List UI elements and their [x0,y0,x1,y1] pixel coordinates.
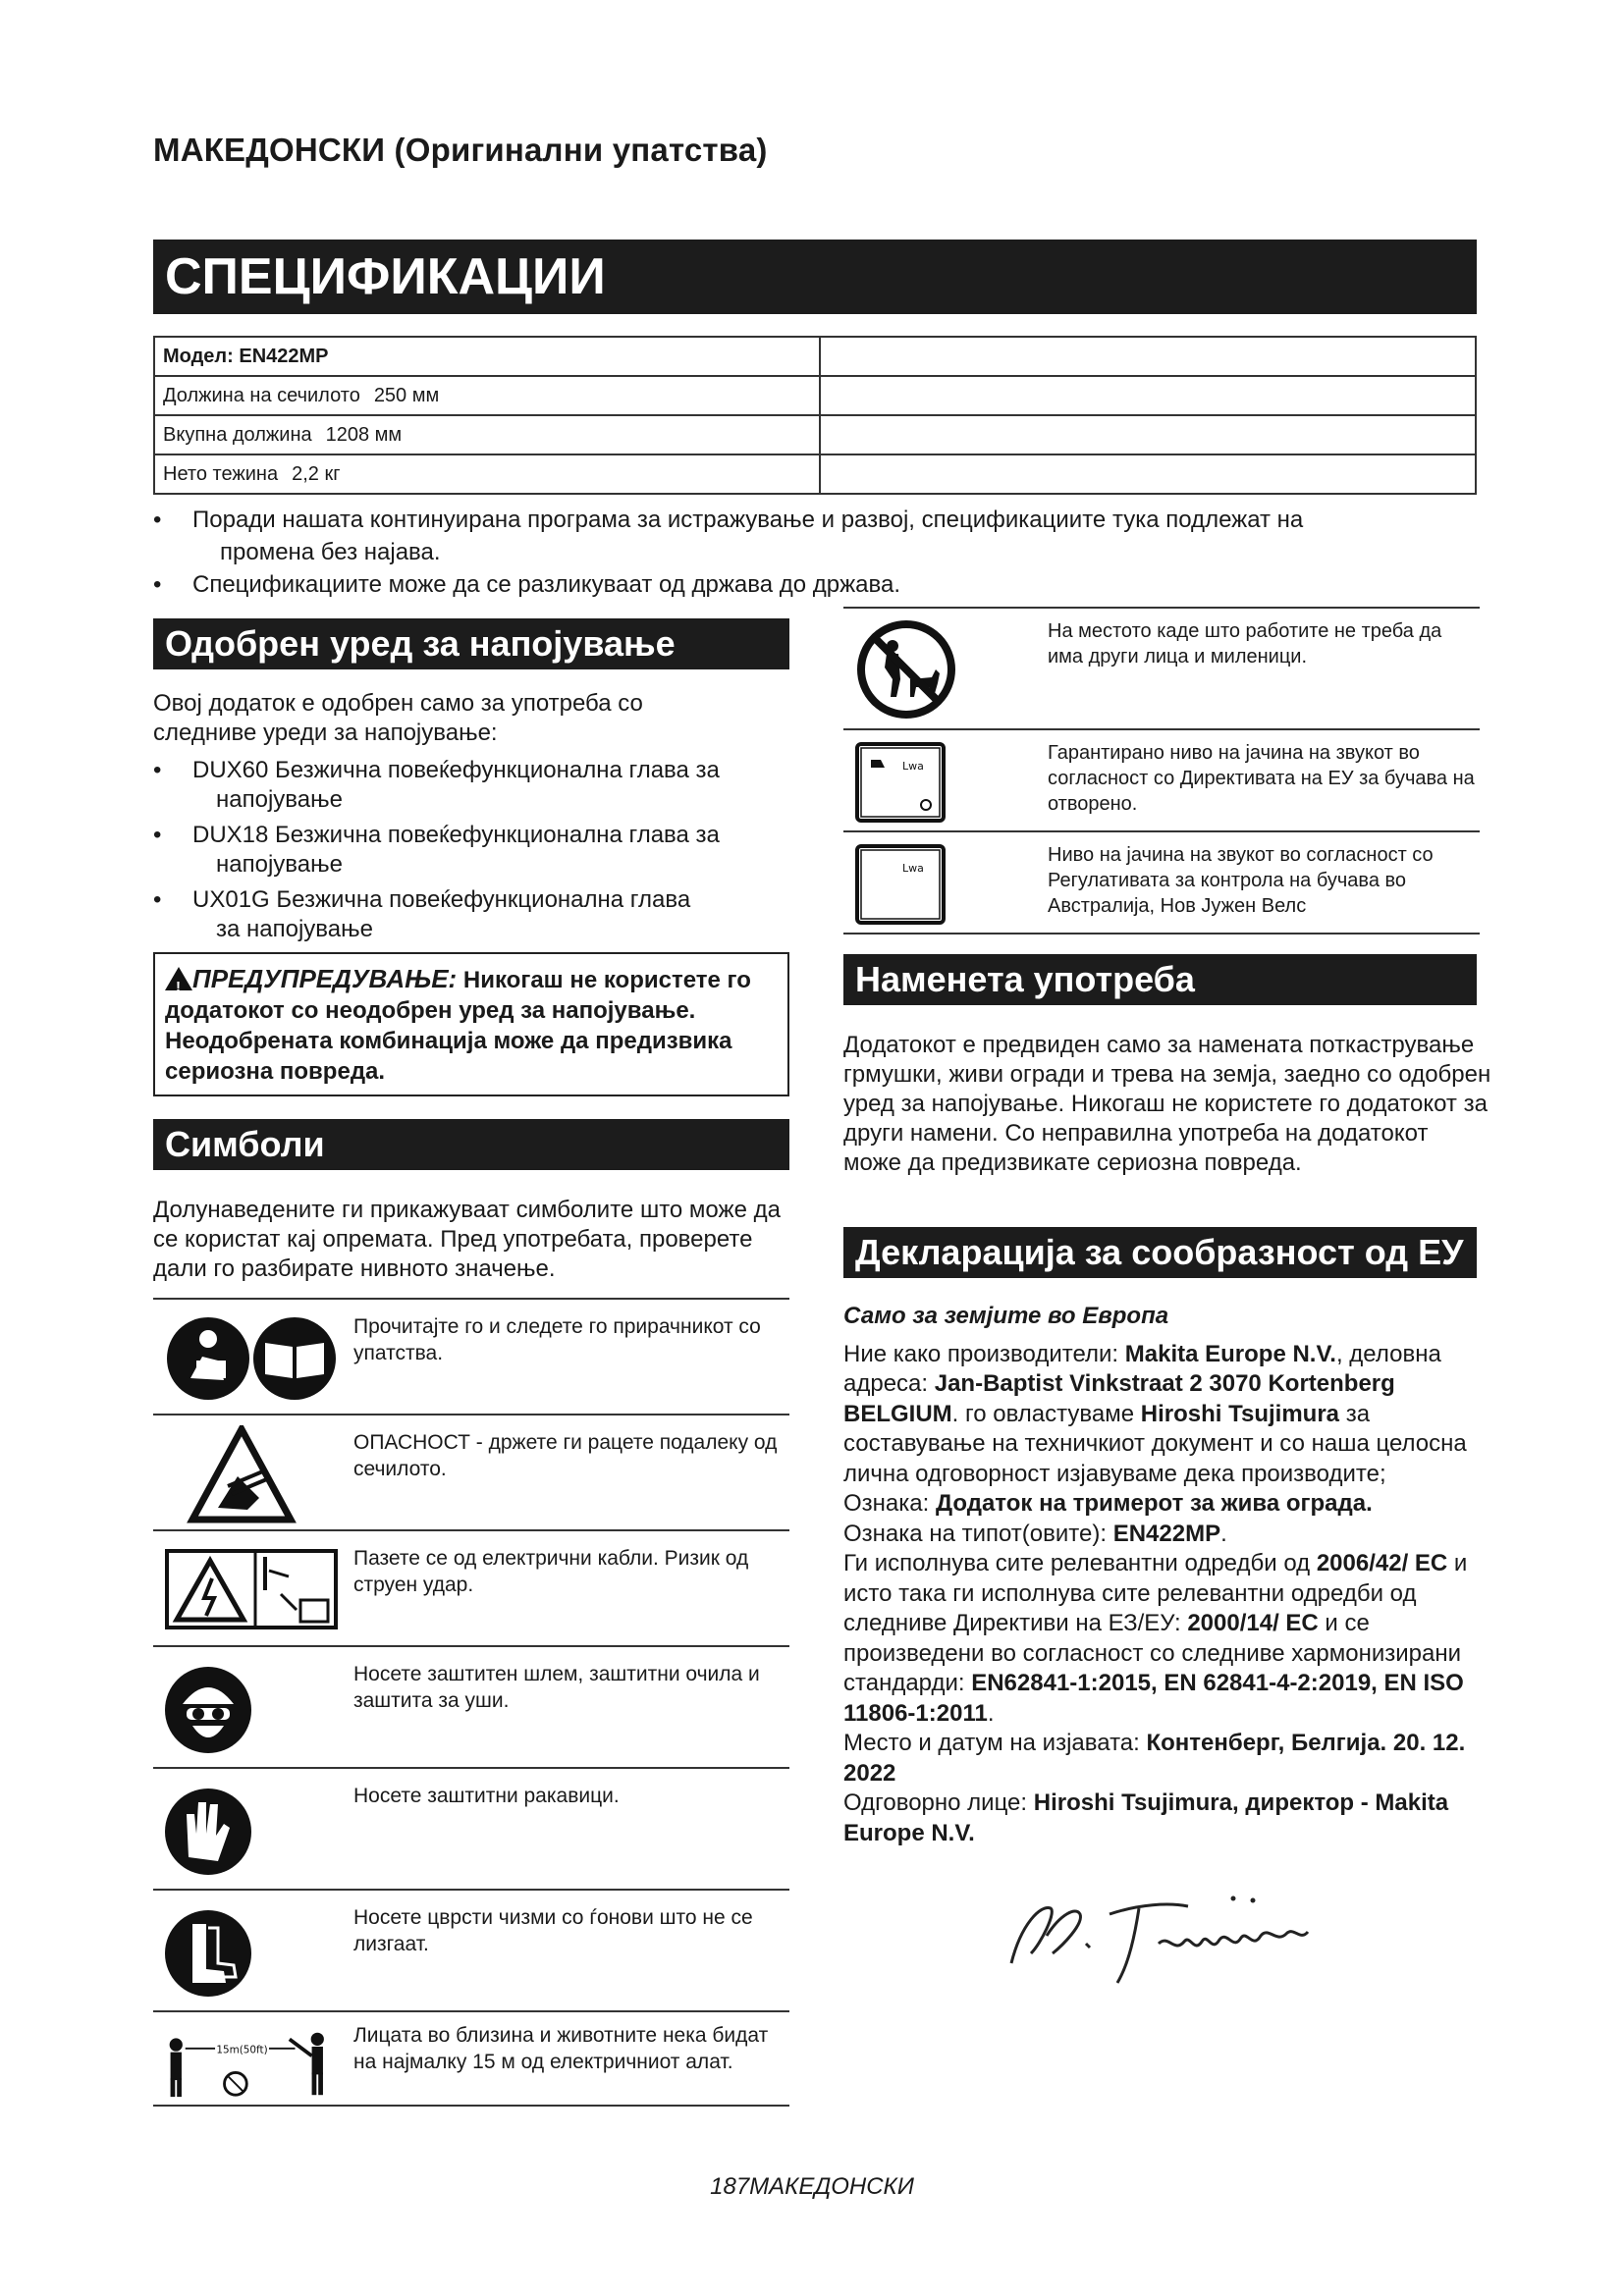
symbols-table-left [153,1298,789,2105]
authorized-person: Hiroshi Tsujimura [1140,1400,1340,1427]
text: и се произведени во согласност со следниве хармонизирани стандарди: [843,1610,1462,1696]
symbol-row [153,1767,789,1891]
spec-cell [154,454,820,494]
responsible-person-value: Hiroshi Tsujimura, директор - Makita Europe N.V. [843,1789,1449,1846]
power-unit-list [153,756,801,944]
symbol-row [153,2010,789,2107]
place-date-value: Контенберг, Белгија. 20. 12. 2022 [843,1730,1466,1787]
declaration-paragraph [843,1340,1491,1490]
symbol-text: Лицата во близина и животните нека бидат на најмалку 15 м од електричниот алат. [353,2024,769,2073]
text: , деловна адреса: [843,1340,1441,1397]
type-line [843,1520,1491,1550]
responsible-person-line [843,1789,1491,1848]
symbol-text: Прочитајте го и следете го прирачникот со упатства. [353,1315,761,1364]
signature-image [1001,1885,1326,1993]
note-text: Поради нашата континуирана програма за истражување и развој, спецификациите тука подлежат на [192,507,1304,533]
spec-label: Нето тежина [163,462,279,485]
warning-text: Никогаш не користете го додатокот со неодобрен уред за напојување. Неодобрената комбинација може да предизвика сериозна повреда. [165,967,751,1085]
symbols-intro: Долунаведените ги прикажуваат симболите што може да се користат кај опремата. Пред употребата, проверете дали го разбирате нивното значење. [153,1197,781,1282]
table-row [154,337,1476,376]
text: . [987,1699,995,1727]
hand-blade-danger-icon [163,1425,340,1523]
list-item-text: за напојување [216,916,373,942]
empty-cell [820,415,1476,454]
distance-15m-icon [163,2022,340,2105]
symbol-text: Носете цврсти чизми со ѓонови што не се лизгаат. [353,1906,753,1955]
text: Ги исполнува сите релевантни одредби од [843,1550,1317,1576]
page-footer: 187МАКЕДОНСКИ [710,2173,914,2200]
declaration-heading: Декларација за сообразност од ЕУ [843,1227,1477,1278]
declaration-subheading: Само за земјите во Европа [843,1303,1169,1329]
designation-line [843,1489,1491,1520]
symbol-text: Носете заштитни ракавици. [353,1785,620,1807]
symbol-text: ОПАСНОСТ - држете ги рацете подалеку од сечилото. [353,1431,778,1480]
symbol-text: Пазете се од електрични кабли. Ризик од струен удар. [353,1547,749,1596]
spec-value: 1208 мм [325,423,403,446]
list-item: • UX01G Безжична повеќефункционална глава [153,886,691,913]
note-text: Спецификациите може да се разликуваат од држава до држава. [192,571,900,598]
list-item: • DUX60 Безжична повеќефункционална глава за [153,757,720,783]
table-divider [843,933,1480,934]
head-protection-icon [163,1657,340,1761]
power-unit-heading: Одобрен уред за напојување [153,618,789,669]
intended-use-text: Додатокот е предвиден само за намената поткастрување грмушки, живи огради и трева на земја, заедно со одобрен уред за напојување. Никогаш не користете го додатокот за други намени. Со неправилна употреба на додатокот може да предизвикате сериозна повреда. [843,1032,1491,1176]
symbols-heading: Симболи [153,1119,789,1170]
text: Место и датум на изјавата: [843,1730,1147,1756]
symbol-row [153,1645,789,1769]
place-date-line [843,1729,1491,1789]
symbol-row [153,1298,789,1415]
symbol-text: Носете заштитен шлем, заштитни очила и заштита за уши. [353,1663,760,1712]
gloves-icon [163,1779,340,1883]
sound-level-label: Lwa [902,760,924,773]
text: . [1220,1520,1227,1547]
spec-label: Должина на сечилото [163,384,360,406]
list-item: • DUX18 Безжична повеќефункционална глава за [153,822,720,848]
designation-value: Додаток на тримерот за жива ограда. [935,1490,1373,1517]
list-item-text: напојување [216,786,343,813]
electric-cable-danger-icon [163,1541,340,1639]
power-unit-intro: Овој додаток е одобрен само за употреба со следниве уреди за напојување: [153,690,643,746]
symbol-row [843,830,1480,934]
empty-cell [820,337,1476,376]
symbol-row [843,607,1480,730]
symbols-table-right [843,607,1480,933]
table-row [154,376,1476,415]
text: Ние како производители: [843,1340,1125,1367]
spec-notes [153,504,1489,601]
symbol-row [843,728,1480,832]
symbol-text: На местото каде што работите не треба да има други лица и миленици. [1048,620,1442,667]
model-cell: Модел: EN422MP [154,337,820,376]
symbol-row [153,1414,789,1531]
read-manual-icon [163,1309,340,1408]
empty-cell [820,376,1476,415]
spec-value: 250 мм [373,384,440,406]
list-item: • Спецификациите може да се разликуваат од држава до држава. [153,568,1489,601]
sound-level-label: Lwa [902,862,924,875]
directive-value: 2006/42/ EC [1316,1550,1448,1576]
distance-label: 15m(50ft) [216,2044,268,2056]
symbol-row [153,1889,789,2012]
table-row [154,415,1476,454]
text: Ознака на типот(овите): [843,1520,1113,1547]
symbol-text: Ниво на јачина на звукот во согласност со Регулативата за контрола на бучава во Австралија, Нов Јужен Велс [1048,844,1434,917]
manufacturer-name: Makita Europe N.V. [1124,1340,1336,1367]
intended-use-heading: Наменета употреба [843,954,1477,1005]
standards-value: EN62841-1:2015, EN 62841-4-2:2019, EN ISO 11806-1:2011 [843,1670,1464,1727]
list-item: • Поради нашата континуирана програма за истражување и развој, спецификациите тука подлежат на [153,504,1489,536]
table-row [154,454,1476,494]
specifications-banner: СПЕЦИФИКАЦИИ [153,240,1477,314]
warning-triangle-icon [165,967,192,990]
spec-label: Вкупна должина [163,423,312,446]
list-item-text: напојување [216,851,343,878]
spec-cell [154,415,820,454]
text: Ознака: [843,1490,936,1517]
directive-value: 2000/14/ EC [1187,1610,1319,1636]
warning-label: ПРЕДУПРЕДУВАЊЕ: [192,964,458,993]
list-item-text: DUX18 Безжична повеќефункционална глава за [192,822,720,848]
no-persons-animals-icon [853,618,971,721]
declaration-body [843,1302,1491,1848]
guaranteed-sound-level-icon [853,740,951,825]
sound-level-australia-icon [853,842,951,927]
text: за составување на техничкиот документ и со наша целосна лична одговорност изјавуваме дека производите; [843,1400,1467,1487]
specifications-table [153,336,1477,495]
spec-cell [154,376,820,415]
text: . го овластуваме [951,1400,1141,1427]
table-divider [153,2105,789,2107]
empty-cell [820,454,1476,494]
language-title: МАКЕДОНСКИ (Оригинални упатства) [153,132,768,168]
type-value: EN422MP [1112,1520,1221,1547]
address: Jan-Baptist Vinkstraat 2 3070 Kortenberg BELGIUM [843,1370,1395,1427]
safety-boots-icon [163,1900,340,2004]
symbol-row [153,1529,789,1647]
text: и исто така ги исполнува сите релевантни одредби од следниве Директиви на ЕЗ/ЕУ: [843,1550,1468,1636]
text: Одговорно лице: [843,1789,1034,1816]
symbol-text: Гарантирано ниво на јачина на звукот во согласност со Директивата на ЕУ за бучава на отворено. [1048,742,1475,815]
warning-box [153,952,789,1096]
directives-paragraph [843,1549,1491,1729]
list-item-text: UX01G Безжична повеќефункционална глава [192,886,691,913]
note-text: промена без најава. [220,539,441,565]
list-item-text: DUX60 Безжична повеќефункционална глава за [192,757,720,783]
spec-value: 2,2 кг [292,462,341,485]
